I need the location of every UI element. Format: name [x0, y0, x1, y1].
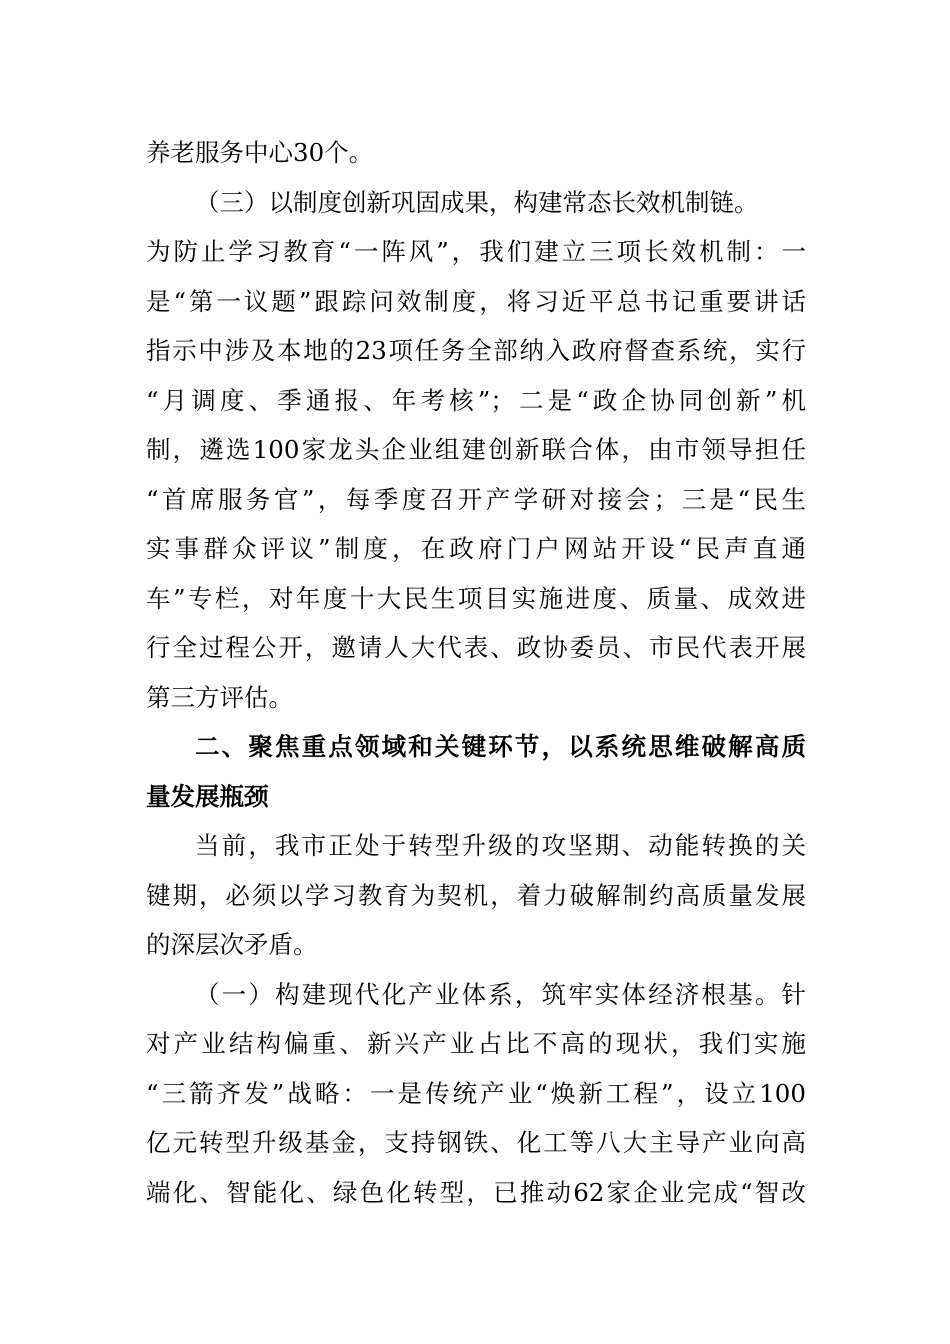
text-line: 键期，必须以学习教育为契机，着力破解制约高质量发展: [146, 880, 806, 910]
text-line: 实事群众评议”制度，在政府门户网站开设“民声直通: [146, 534, 806, 563]
section-heading: [146, 722, 806, 821]
text-line: 的深层次矛盾。: [146, 930, 318, 959]
text-line: 为防止学习教育“一阵风”，我们建立三项长效机制：一: [146, 237, 806, 266]
text-line: 制，遴选100家龙头企业组建创新联合体，由市领导担任: [146, 435, 806, 464]
text-line: 第三方评估。: [146, 682, 293, 712]
text-line: （一）构建现代化产业体系，筑牢实体经济根基。针: [195, 979, 806, 1009]
paragraph-industrial-system: [146, 970, 806, 1218]
text-line: 行全过程公开，邀请人大代表、政协委员、市民代表开展: [146, 633, 806, 662]
text-line: 对产业结构偏重、新兴产业占比不高的现状，我们实施: [146, 1029, 806, 1058]
text-line: （三）以制度创新巩固成果，构建常态长效机制链。: [195, 187, 759, 217]
text-line: 是“第一议题”跟踪问效制度，将习近平总书记重要讲话: [146, 286, 806, 316]
text-line: 亿元转型升级基金，支持钢铁、化工等八大主导产业向高: [146, 1128, 806, 1157]
text-line: 端化、智能化、绿色化转型，已推动62家企业完成“智改: [146, 1177, 806, 1207]
text-line: 车”专栏，对年度十大民生项目实施进度、质量、成效进: [146, 583, 806, 613]
paragraph-tail: [146, 128, 806, 178]
text-line: “首席服务官”，每季度召开产学研对接会；三是“民生: [146, 484, 806, 514]
text-line: 当前，我市正处于转型升级的攻坚期、动能转换的关: [195, 831, 806, 860]
heading-line: 量发展瓶颈: [146, 781, 269, 811]
text-line: “月调度、季通报、年考核”；二是“政企协同创新”机: [146, 385, 806, 415]
paragraph-institutional-innovation: [146, 178, 806, 723]
paragraph-current-situation: [146, 821, 806, 970]
text-line: 指示中涉及本地的23项任务全部纳入政府督查系统，实行: [146, 336, 806, 365]
heading-line: 二、聚焦重点领域和关键环节，以系统思维破解高质: [195, 732, 806, 761]
text-line: “三箭齐发”战略：一是传统产业“焕新工程”，设立100: [146, 1078, 806, 1108]
document-body: [146, 128, 806, 1217]
text-line: 养老服务中心30个。: [146, 138, 374, 167]
